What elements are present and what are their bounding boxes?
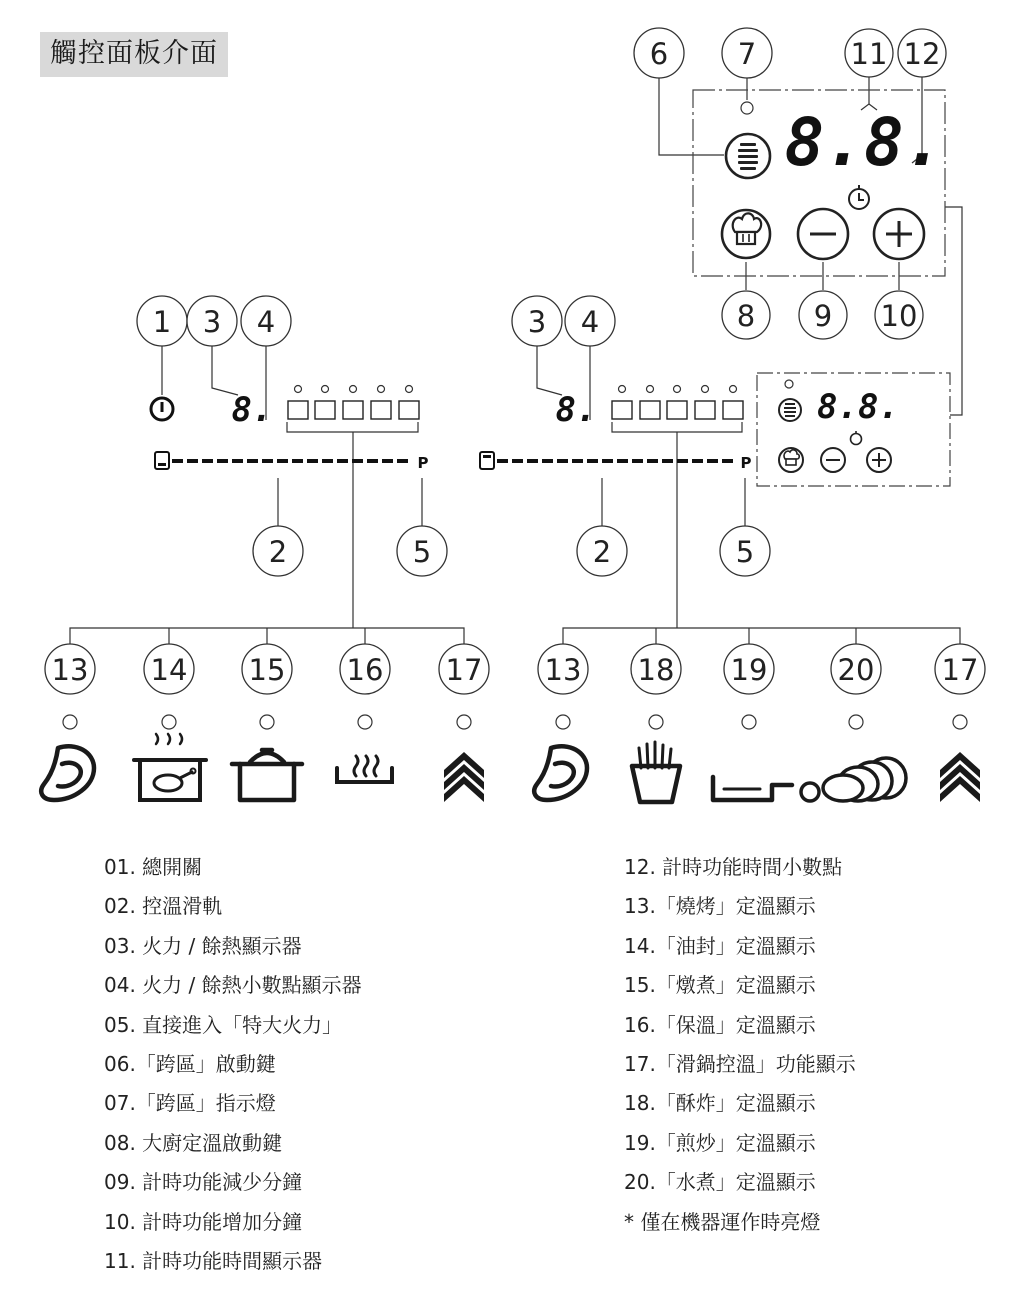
legend-item: 10. 計時功能增加分鐘 <box>104 1209 303 1234</box>
mini-timer-panel <box>757 373 950 486</box>
left-slider[interactable] <box>155 452 429 472</box>
callout <box>45 644 95 694</box>
legend-item: 20.「水煮」定溫顯示 <box>624 1170 816 1195</box>
legend-item: 16.「保溫」定溫顯示 <box>624 1012 816 1037</box>
confit-pot-icon <box>134 734 206 800</box>
fries-icon <box>632 742 680 802</box>
svg-text:5: 5 <box>412 535 432 569</box>
callout <box>720 526 770 576</box>
bridge-indicator-light <box>741 102 753 114</box>
legend-item: 02. 控溫滑軌 <box>104 894 223 919</box>
left-zone-controls <box>151 386 429 473</box>
legend-item: 04. 火力 / 餘熱小數點顯示器 <box>104 973 362 998</box>
mode-indicator-lights <box>63 715 967 729</box>
mini-timer-display: 8.8. <box>817 387 899 427</box>
svg-text:17: 17 <box>445 653 483 687</box>
legend-item: 13.「燒烤」定溫顯示 <box>624 894 816 919</box>
svg-text:10: 10 <box>880 299 918 333</box>
svg-text:6: 6 <box>649 37 669 71</box>
right-mode-key[interactable] <box>612 401 632 419</box>
left-power-display: 8. <box>231 390 273 430</box>
callout <box>898 29 946 77</box>
left-mode-keys <box>288 386 419 420</box>
legend-item: 15.「燉煮」定溫顯示 <box>624 973 816 998</box>
legend-item: 01. 總開關 <box>104 855 203 879</box>
legend-left-column <box>104 848 362 1281</box>
timer-panel-zoom <box>693 90 945 276</box>
legend-item: 17.「滑鍋控溫」功能顯示 <box>624 1051 856 1076</box>
callout <box>253 526 303 576</box>
svg-text:9: 9 <box>813 299 833 333</box>
callout <box>875 291 923 339</box>
callout <box>538 644 588 694</box>
right-mode-key[interactable] <box>695 401 715 419</box>
callout <box>722 291 770 339</box>
timer-plus-button[interactable] <box>874 209 924 259</box>
legend-item: 11. 計時功能時間顯示器 <box>104 1248 323 1273</box>
svg-text:7: 7 <box>737 37 757 71</box>
svg-text:2: 2 <box>268 535 288 569</box>
legend-item: 14.「油封」定溫顯示 <box>624 933 816 958</box>
callout <box>845 29 893 77</box>
left-mode-key[interactable] <box>315 401 335 419</box>
right-mode-keys <box>612 386 743 420</box>
svg-text:16: 16 <box>346 653 384 687</box>
legend-right-column <box>624 848 856 1242</box>
power-button[interactable] <box>151 398 173 420</box>
legend-item: 07.「跨區」指示燈 <box>104 1091 276 1116</box>
mini-timer-plus-button[interactable] <box>867 448 891 472</box>
frying-pan-icon <box>713 777 792 800</box>
pan-sliding-icon <box>444 752 484 802</box>
left-boost-label: P <box>417 454 429 472</box>
svg-text:4: 4 <box>580 305 600 339</box>
legend-item: 06.「跨區」啟動鍵 <box>104 1051 276 1076</box>
callout <box>799 291 847 339</box>
left-mode-key[interactable] <box>371 401 391 419</box>
legend-item: 05. 直接進入「特大火力」 <box>104 1012 343 1037</box>
legend-item: 03. 火力 / 餘熱顯示器 <box>104 933 302 958</box>
right-boost-label: P <box>740 454 752 472</box>
svg-text:13: 13 <box>51 653 89 687</box>
callout <box>634 28 684 78</box>
stew-pot-icon <box>232 750 302 800</box>
left-mode-key[interactable] <box>343 401 363 419</box>
steak-icon <box>41 746 94 800</box>
legend-item: 09. 計時功能減少分鐘 <box>104 1170 303 1195</box>
svg-text:5: 5 <box>735 535 755 569</box>
svg-text:20: 20 <box>837 653 875 687</box>
keep-warm-icon <box>337 756 392 782</box>
timer-icon <box>849 185 869 209</box>
svg-text:3: 3 <box>527 305 547 339</box>
mini-timer-minus-button[interactable] <box>821 448 845 472</box>
callout <box>935 644 985 694</box>
callout <box>631 644 681 694</box>
callout <box>512 296 562 346</box>
svg-text:14: 14 <box>150 653 188 687</box>
pan-sliding-icon <box>940 752 980 802</box>
mini-chef-key[interactable] <box>779 448 803 472</box>
callout <box>724 644 774 694</box>
mini-bridge-key[interactable] <box>779 399 801 421</box>
svg-text:13: 13 <box>544 653 582 687</box>
left-mode-key[interactable] <box>399 401 419 419</box>
right-mode-key[interactable] <box>640 401 660 419</box>
callout <box>137 296 187 346</box>
right-zone-controls <box>480 373 950 486</box>
right-mode-key[interactable] <box>667 401 687 419</box>
chef-key[interactable] <box>722 210 770 258</box>
legend-item: 12. 計時功能時間小數點 <box>624 855 843 879</box>
page-title: 觸控面板介面 <box>40 32 228 77</box>
legend-item: 19.「煎炒」定溫顯示 <box>624 1130 816 1155</box>
svg-text:18: 18 <box>637 653 675 687</box>
timer-display: 8.8. <box>784 104 944 181</box>
right-mode-key[interactable] <box>723 401 743 419</box>
callout <box>722 28 772 78</box>
svg-text:3: 3 <box>202 305 222 339</box>
svg-text:8: 8 <box>736 299 756 333</box>
callout <box>831 644 881 694</box>
timer-minus-button[interactable] <box>798 209 848 259</box>
callout <box>241 296 291 346</box>
boil-slices-icon <box>801 758 906 801</box>
timer-icon <box>851 431 862 445</box>
callout <box>187 296 237 346</box>
callout <box>340 644 390 694</box>
callout <box>144 644 194 694</box>
callout <box>242 644 292 694</box>
right-slider[interactable] <box>480 452 752 472</box>
steak-icon <box>534 746 587 800</box>
bridge-key[interactable] <box>726 134 770 178</box>
svg-text:12: 12 <box>903 37 941 71</box>
svg-text:19: 19 <box>730 653 768 687</box>
right-power-display: 8. <box>555 390 597 430</box>
callout <box>397 526 447 576</box>
callout <box>565 296 615 346</box>
legend-note: * 僅在機器運作時亮燈 <box>624 1209 821 1234</box>
svg-text:11: 11 <box>850 37 888 71</box>
callout <box>577 526 627 576</box>
chef-hat-icon <box>784 450 799 459</box>
svg-text:2: 2 <box>592 535 612 569</box>
left-mode-key[interactable] <box>288 401 308 419</box>
legend-item: 18.「酥炸」定溫顯示 <box>624 1091 816 1116</box>
callout <box>439 644 489 694</box>
svg-text:4: 4 <box>256 305 276 339</box>
svg-text:15: 15 <box>248 653 286 687</box>
svg-text:1: 1 <box>152 305 172 339</box>
svg-text:17: 17 <box>941 653 979 687</box>
legend-item: 08. 大廚定溫啟動鍵 <box>104 1130 283 1155</box>
